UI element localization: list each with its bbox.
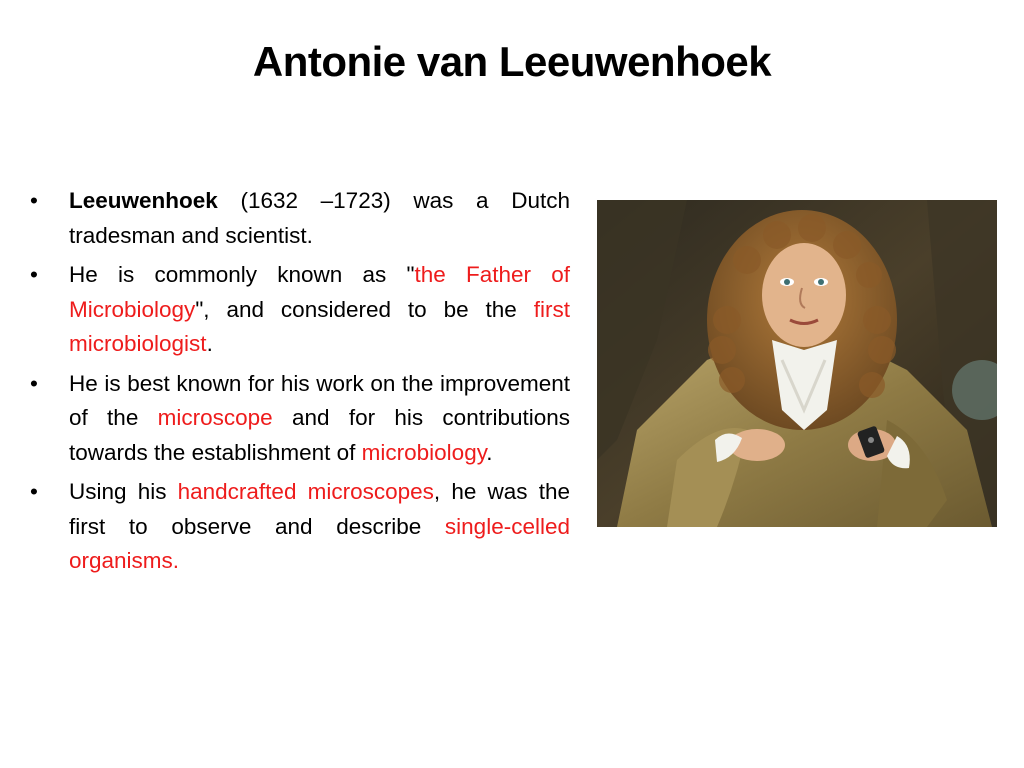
bullet-icon: • — [30, 479, 38, 504]
highlight-text: microscope — [157, 405, 273, 430]
slide-title: Antonie van Leeuwenhoek — [252, 38, 772, 85]
bullet-text: . — [206, 331, 213, 356]
bullet-text: and for his contributions towards the establishment of — [69, 405, 571, 465]
bullet-text-bold: Leeuwenhoek — [69, 188, 218, 213]
bullet-text: Using his — [69, 479, 178, 504]
bullet-item — [30, 367, 570, 471]
highlight-text: first microbiologist — [69, 296, 570, 356]
bullet-text: , he was the first to observe and describe — [69, 479, 570, 539]
bullet-item — [30, 258, 570, 362]
bullet-list — [30, 184, 570, 584]
bullet-text: ", and considered to be the — [195, 296, 534, 322]
bullet-text: (1632 –1723) was a Dutch tradesman and scientist. — [69, 188, 570, 248]
bullet-item — [30, 475, 570, 579]
bullet-text: He is commonly known as " — [69, 262, 415, 287]
highlight-text: single-celled organisms. — [69, 513, 570, 573]
portrait-illustration — [597, 200, 997, 527]
bullet-icon: • — [30, 262, 38, 287]
highlight-text: microbiology — [361, 439, 487, 465]
bullet-icon: • — [30, 188, 38, 213]
bullet-icon: • — [30, 370, 38, 396]
bullet-text: . — [486, 439, 493, 465]
portrait-image — [597, 200, 997, 527]
bullet-text: He is best known for his work on the improvement of the — [69, 370, 570, 430]
bullet-item — [30, 184, 570, 253]
highlight-text: the Father of Microbiology — [69, 262, 570, 322]
highlight-text: handcrafted microscopes — [177, 479, 434, 504]
